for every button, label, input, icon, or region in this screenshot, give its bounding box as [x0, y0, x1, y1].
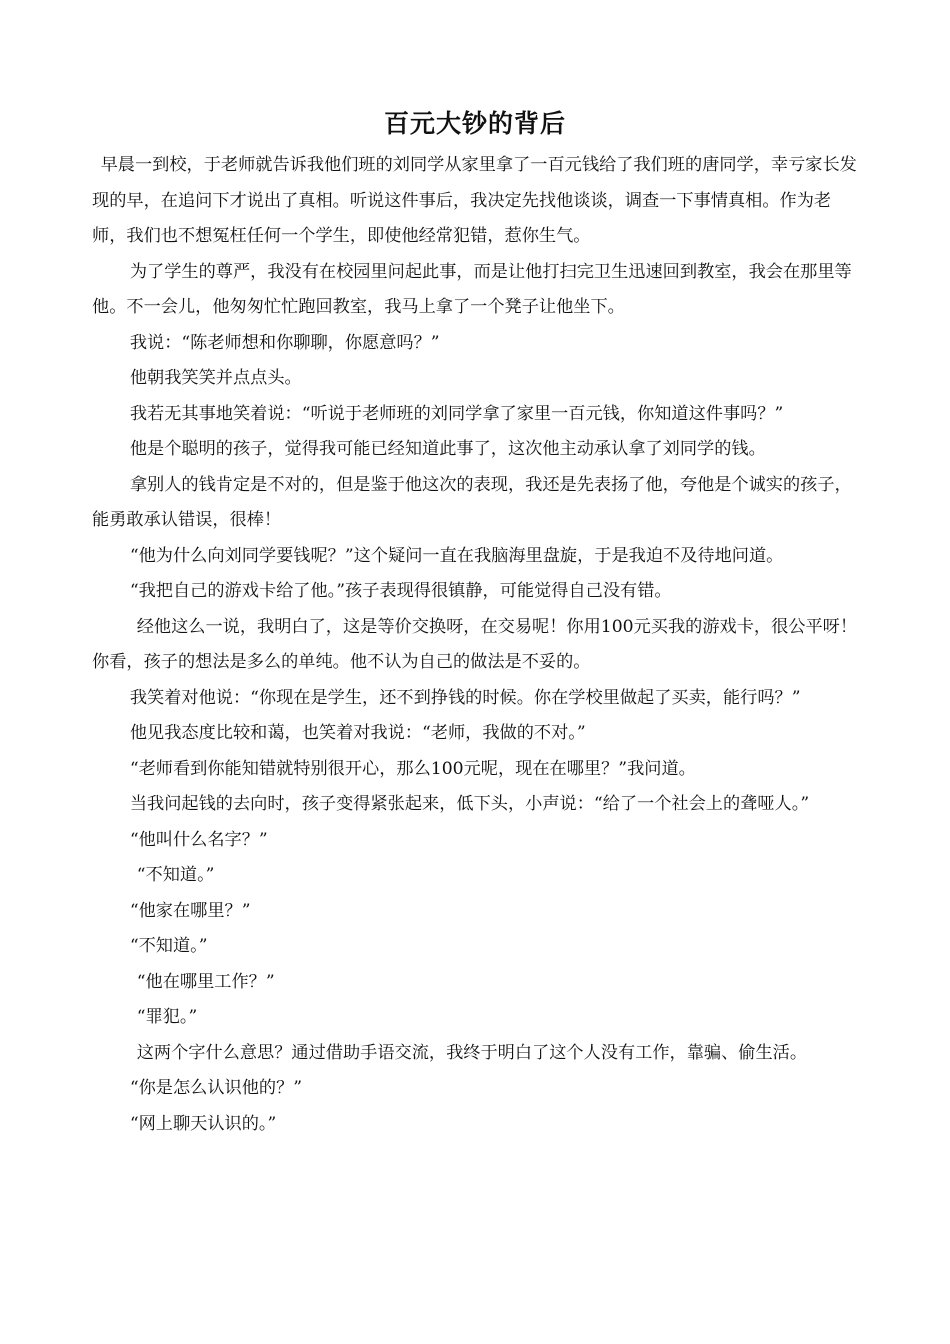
paragraph: “他在哪里工作？” — [136, 971, 275, 992]
paragraph: 当我问起钱的去向时，孩子变得紧张起来，低下头，小声说：“给了一个社会上的聋哑人。” — [129, 794, 810, 814]
paragraph: 经他这么一说，我明白了，这是等价交换呀，在交易呢！你用100元买我的游戏卡，很公平呀！你看，孩子的想法是多么的单纯。他不认为自己的做法是不妥的。 — [92, 616, 858, 672]
paragraph: “我把自己的游戏卡给了他。”孩子表现得很镇静，可能觉得自己没有错。 — [129, 581, 672, 601]
paragraph: 我说：“陈老师想和你聊聊，你愿意吗？” — [129, 332, 440, 353]
paragraph: 他见我态度比较和蔼，也笑着对我说：“老师，我做的不对。” — [129, 723, 586, 743]
paragraph: “他为什么向刘同学要钱呢？”这个疑问一直在我脑海里盘旋，于是我迫不及待地问道。 — [129, 545, 784, 566]
paragraph: 拿别人的钱肯定是不对的，但是鉴于他这次的表现，我还是先表扬了他，夸他是个诚实的孩子，能勇敢承认错误，很棒！ — [92, 474, 852, 530]
paragraph: “老师看到你能知错就特别很开心，那么100元呢，现在在哪里？”我问道。 — [129, 758, 696, 779]
paragraph: “罪犯。” — [136, 1007, 198, 1027]
paragraph: 我若无其事地笑着说：“听说于老师班的刘同学拿了家里一百元钱，你知道这件事吗？” — [129, 403, 784, 424]
paragraph: “不知道。” — [129, 936, 208, 956]
paragraph: 为了学生的尊严，我没有在校园里问起此事，而是让他打扫完卫生迅速回到教室，我会在那里等他。不一会儿，他匆匆忙忙跑回教室，我马上拿了一个凳子让他坐下。 — [92, 261, 852, 317]
paragraph: “他叫什么名字？” — [129, 829, 268, 850]
paragraph: 他是个聪明的孩子，觉得我可能已经知道此事了，这次他主动承认拿了刘同学的钱。 — [129, 439, 766, 459]
paragraph: “他家在哪里？” — [129, 900, 251, 921]
paragraph: “网上聊天认识的。” — [129, 1113, 277, 1134]
paragraph: 他朝我笑笑并点点头。 — [129, 368, 302, 388]
paragraph: “你是怎么认识他的？” — [129, 1078, 303, 1098]
paragraph: “不知道。” — [136, 865, 215, 885]
paragraph: 我笑着对他说：“你现在是学生，还不到挣钱的时候。你在学校里做起了买卖，能行吗？” — [129, 687, 801, 708]
document-title: 百元大钞的背后 — [383, 109, 566, 138]
paragraph: 早晨一到校，于老师就告诉我他们班的刘同学从家里拿了一百元钱给了我们班的唐同学，幸亏家长发现的早，在追问下才说出了真相。听说这件事后，我决定先找他谈谈，调查一下事情真相。作为老师，我们也不想冤枉任何一个学生，即使他经常犯错，惹你生气。 — [92, 155, 857, 246]
paragraph: 这两个字什么意思？通过借助手语交流，我终于明白了这个人没有工作，靠骗、偷生活。 — [136, 1042, 808, 1063]
document-body — [92, 148, 862, 1142]
